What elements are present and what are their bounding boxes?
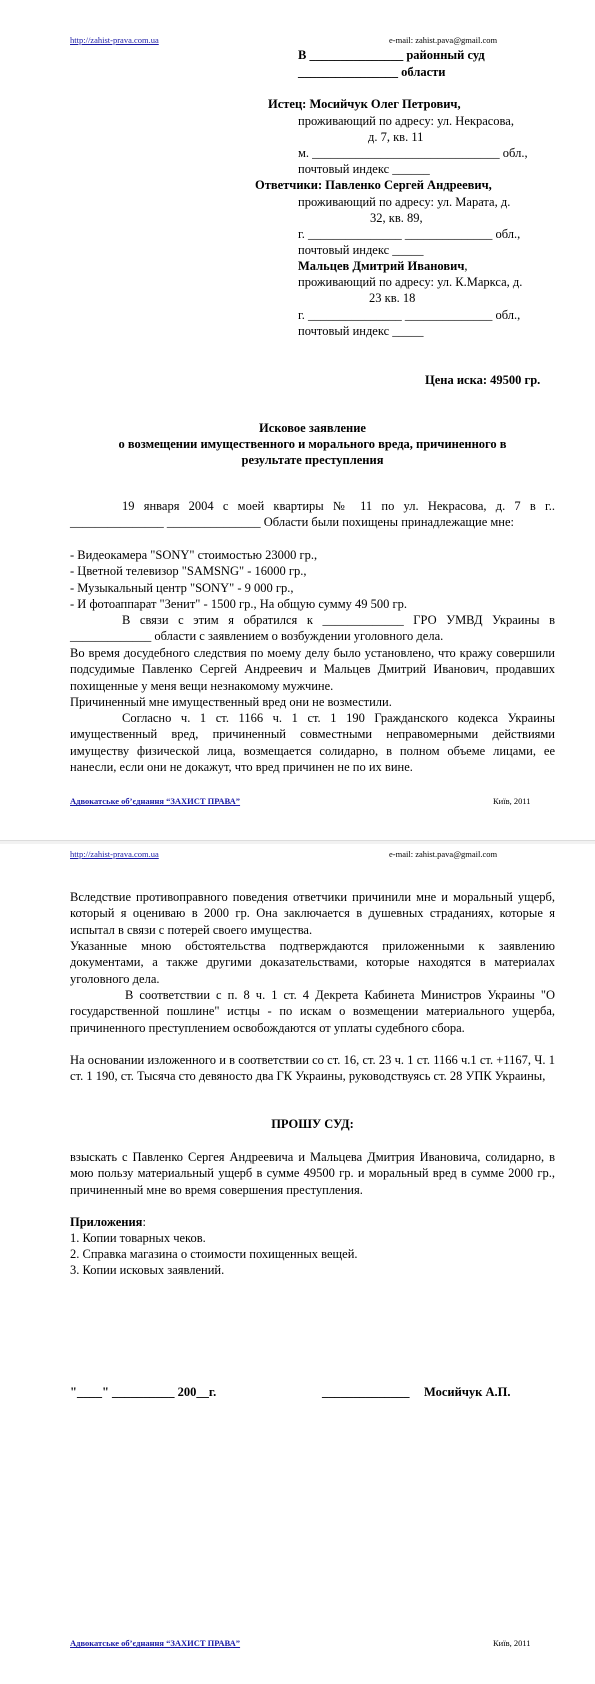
doc-subtitle-1: о возмещении имущественного и морального вреда, причиненного в — [118, 437, 507, 451]
email-text: e-mail: zahist.pava@gmail.com — [389, 35, 498, 45]
paragraph-investigation: Во время досудебного следствия по моему делу было установлено, что кражу совершили подсудимые Павленко Сергей Андреевич и Мальцев Дмитрий Иванович, продавших похищенные у меня вещи незнакомому мужчине. — [70, 646, 555, 693]
doc-title: Исковое заявление — [259, 421, 366, 435]
court-line: В _______________ районный суд — [298, 48, 485, 62]
attachment-item: 2. Справка магазина о стоимости похищенных вещей. — [70, 1247, 358, 1261]
attachments-colon: : — [142, 1215, 146, 1229]
plaintiff-postcode: почтовый индекс ______ — [298, 162, 430, 176]
paragraph-police: В связи с этим я обратился к _____________ ГРО УМВД Украины в _____________ области с заявлением о возбуждении уголовного дела. — [70, 613, 555, 644]
page-1 — [0, 0, 595, 840]
defendant1-address-1: проживающий по адресу: ул. Марата, д. — [298, 195, 511, 209]
defendant2-address-1: проживающий по адресу: ул. К.Маркса, д. — [298, 275, 523, 289]
defendant1-postcode: почтовый индекс _____ — [298, 243, 424, 257]
paragraph-legal-basis: На основании изложенного и в соответствии со ст. 16, ст. 23 ч. 1 ст. 1166 ч.1 ст. +1167, Ч. 1 ст. 1 190, ст. Тысяча сто девяносто два ГК Украины, руководствуясь ст. 28 УПК Украины, — [70, 1053, 555, 1084]
doc-subtitle-2: результате преступления — [241, 453, 384, 467]
plaintiff-address-2: д. 7, кв. 11 — [368, 130, 424, 144]
defendant2-name-line — [298, 258, 468, 274]
defendant2-postcode: почтовый индекс _____ — [298, 324, 424, 338]
plaintiff-address-1: проживающий по адресу: ул. Некрасова, — [298, 114, 514, 128]
signer-name: Мосийчук А.П. — [424, 1385, 511, 1399]
paragraph-moral-damage: Вследствие противоправного поведения ответчики причинили мне и моральный ущерб, который я оцениваю в 2000 гр. Она заключается в душевных страданиях, которые я испытал в связи с потерей своего имущества. — [70, 890, 555, 937]
attachments-heading: Приложения — [70, 1215, 143, 1229]
signature-date: "____" __________ 200__г. — [70, 1385, 217, 1399]
plaintiff-city: м. ______________________________ обл., — [298, 146, 528, 160]
org-link[interactable]: Адвокатське об’єднання “ЗАХИСТ ПРАВА” — [70, 1638, 241, 1648]
site-link[interactable]: http://zahist-prava.com.ua — [70, 849, 159, 859]
site-link[interactable]: http://zahist-prava.com.ua — [70, 35, 159, 45]
org-link[interactable]: Адвокатське об’єднання “ЗАХИСТ ПРАВА” — [70, 796, 241, 806]
region-line: ________________ области — [298, 65, 446, 79]
defendant1-address-2: 32, кв. 89, — [370, 211, 423, 225]
attachment-item: 1. Копии товарных чеков. — [70, 1231, 206, 1245]
city-year: Київ, 2011 — [493, 796, 531, 806]
list-item-camera: - Видеокамера "SONY" стоимостью 23000 гр., — [70, 548, 318, 562]
city-year: Київ, 2011 — [493, 1638, 531, 1648]
page-2 — [0, 844, 595, 1684]
signature-line: ______________ — [322, 1385, 410, 1399]
paragraph-evidence: Указанные мною обстоятельства подтверждаются приложенными к заявлению документами, а также другими доказательствами, которые находятся в материалах уголовного дела. — [70, 939, 555, 986]
list-item-photo-camera: - И фотоаппарат "Зенит" - 1500 гр., На общую сумму 49 500 гр. — [70, 597, 408, 611]
defendant2-city: г. _______________ ______________ обл., — [298, 308, 521, 322]
request-text: взыскать с Павленко Сергея Андреевича и Мальцева Дмитрия Ивановича, солидарно, в мою пользу материальный ущерб в сумме 49500 гр. и моральный вред в сумме 2000 гр., причиненный мне во время совершения преступления. — [70, 1150, 555, 1197]
paragraph-theft: 19 января 2004 с моей квартиры № 11 по ул. Некрасова, д. 7 в г.. _______________ _______________ Области были похищены принадлежащие мне: — [70, 499, 555, 530]
email-text: e-mail: zahist.pava@gmail.com — [389, 849, 498, 859]
defendant1-city: г. _______________ ______________ обл., — [298, 227, 521, 241]
plaintiff-name: Истец: Мосийчук Олег Петрович, — [268, 97, 461, 111]
paragraph-civil-code: Согласно ч. 1 ст. 1166 ч. 1 ст. 1 190 Гражданского кодекса Украины имущественный вред, причиненный совместными неправомерными действиями имуществу физической лица, возмещается солидарно, в полном объеме лицами, ее нанесли, если они не докажут, что вред причинен не по их вине. — [70, 711, 555, 774]
attachments-heading-line — [70, 1214, 146, 1230]
paragraph-state-fee: В соответствии с п. 8 ч. 1 ст. 4 Декрета Кабинета Министров Украины "О государственной пошлине" истцы - по искам о возмещении материального ущерба, причиненного преступлением освобождаются от уплаты судебного сбора. — [70, 988, 555, 1035]
attachment-item: 3. Копии исковых заявлений. — [70, 1263, 225, 1277]
paragraph-not-compensated: Причиненный мне имущественный вред они не возместили. — [70, 695, 392, 709]
defendant2-name: Мальцев Дмитрий Иванович — [298, 259, 465, 273]
list-item-tv: - Цветной телевизор "SAMSNG" - 16000 гр., — [70, 564, 307, 578]
request-heading: ПРОШУ СУД: — [271, 1117, 354, 1131]
defendant2-address-2: 23 кв. 18 — [369, 291, 416, 305]
defendant2-name-suffix: , — [464, 259, 468, 273]
claim-price: Цена иска: 49500 гр. — [425, 373, 541, 387]
defendant1-name: Ответчики: Павленко Сергей Андреевич, — [255, 178, 492, 192]
list-item-music-center: - Музыкальный центр "SONY" - 9 000 гр., — [70, 581, 294, 595]
